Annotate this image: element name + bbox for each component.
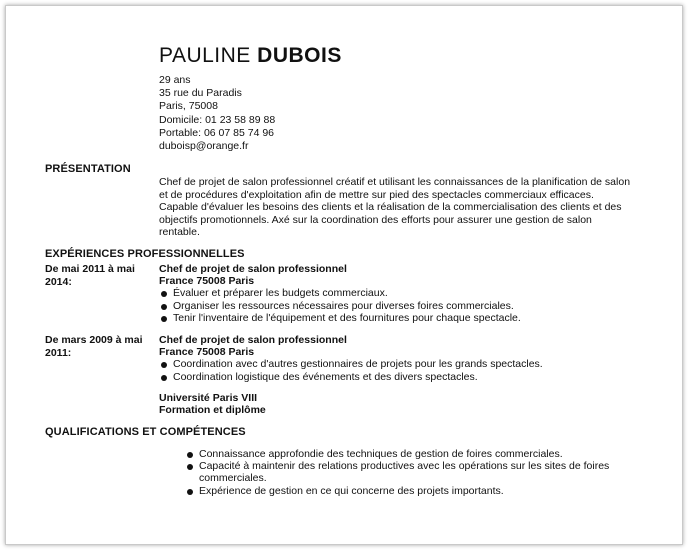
last-name: DUBOIS: [257, 44, 342, 67]
section-heading-presentation: PRÉSENTATION: [45, 163, 131, 175]
section-heading-qualifications: QUALIFICATIONS ET COMPÉTENCES: [45, 426, 246, 438]
job-company: France 75008 Paris: [159, 275, 255, 288]
job-bullets: [159, 287, 619, 324]
list-item: Tenir l'inventaire de l'équipement et des fournitures pour chaque spectacle.: [159, 312, 619, 324]
candidate-name: [159, 44, 342, 68]
presentation-text: Chef de projet de salon professionnel créatif et utilisant les connaissances de la planification de salon et de procédures d'exploitation afin de mettre sur pied des spectacles commerciaux efficaces. Capable d'évaluer les besoins des clients et la réalisation de la commercialisation des clients et des objectifs promotionnels. Axé sur la coordination des efforts pour assurer une gestion de salon rentable.: [159, 176, 631, 238]
contact-city: Paris, 75008: [159, 100, 218, 113]
education-entry: [159, 392, 266, 416]
bullet-icon: [161, 291, 167, 297]
bullet-icon: [161, 316, 167, 322]
list-item: Coordination avec d'autres gestionnaires de projets pour les grands spectacles.: [159, 358, 619, 370]
bullet-icon: [161, 375, 167, 381]
list-item: Évaluer et préparer les budgets commerciaux.: [159, 287, 619, 299]
job-title: Chef de projet de salon professionnel: [159, 334, 347, 346]
bullet-icon: [161, 362, 167, 368]
job-date: De mars 2009 à mai 2011:: [45, 334, 143, 359]
job-company: France 75008 Paris: [159, 346, 255, 359]
contact-street: 35 rue du Paradis: [159, 87, 242, 100]
list-item: Organiser les ressources nécessaires pour diverses foires commerciales.: [159, 300, 619, 312]
education-school: Université Paris VIII: [159, 392, 258, 404]
job-date: De mai 2011 à mai 2014:: [45, 263, 135, 288]
contact-mobile-phone: Portable: 06 07 85 74 96: [159, 126, 275, 139]
list-item: Connaissance approfondie des techniques de gestion de foires commerciales.: [185, 448, 635, 460]
education-degree: Formation et diplôme: [159, 404, 266, 417]
bullet-icon: [187, 489, 193, 495]
bullet-icon: [187, 464, 193, 470]
qualification-bullets: [185, 448, 635, 497]
bullet-icon: [187, 452, 193, 458]
list-item: Expérience de gestion en ce qui concerne des projets importants.: [185, 485, 635, 497]
list-item: Capacité à maintenir des relations productives avec les opérations sur les sites de foires commerciales.: [185, 460, 635, 484]
job-title: Chef de projet de salon professionnel: [159, 263, 347, 275]
list-item: Coordination logistique des événements et des divers spectacles.: [159, 371, 619, 383]
job-entry: [159, 334, 619, 383]
contact-email: duboisp@orange.fr: [159, 140, 249, 153]
job-bullets: [159, 358, 619, 382]
contact-age: 29 ans: [159, 74, 191, 86]
contact-home-phone: Domicile: 01 23 58 89 88: [159, 113, 276, 126]
contact-block: [159, 74, 275, 153]
job-entry: [159, 263, 619, 324]
first-name: PAULINE: [159, 44, 251, 67]
section-heading-experience: EXPÉRIENCES PROFESSIONNELLES: [45, 248, 245, 260]
qualifications-list: [185, 448, 635, 497]
bullet-icon: [161, 304, 167, 310]
